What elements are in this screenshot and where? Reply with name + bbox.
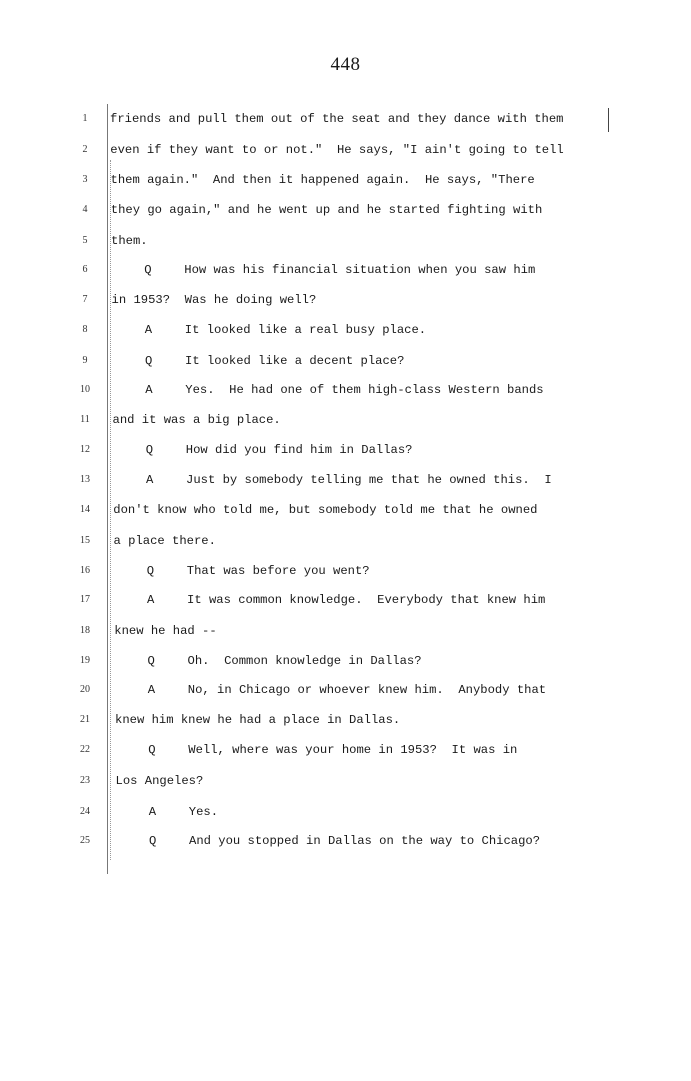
line-number: 16: [80, 565, 90, 576]
transcript-line: [0, 200, 691, 220]
line-text: That was before you went?: [186, 564, 370, 578]
line-text: don't know who told me, but somebody told me that he owned: [113, 503, 538, 517]
transcript-line: [0, 710, 691, 730]
speaker-label: A: [147, 683, 156, 697]
transcript-line: [0, 651, 691, 671]
speaker-label: A: [144, 323, 153, 337]
line-text: in 1953? Was he doing well?: [111, 293, 317, 307]
line-number: 20: [80, 684, 90, 695]
line-number: 24: [80, 806, 90, 817]
line-number: 17: [80, 594, 90, 605]
line-text: they go again," and he went up and he started fighting with: [110, 203, 543, 217]
line-text: How was his financial situation when you saw him: [184, 263, 536, 277]
transcript-line: [0, 290, 691, 310]
speaker-label: Q: [145, 354, 153, 368]
transcript-line: [0, 621, 691, 641]
line-text: It looked like a real busy place.: [184, 323, 427, 337]
line-number: 5: [82, 235, 88, 246]
line-number: 3: [82, 174, 88, 185]
line-number: 4: [82, 204, 88, 215]
line-text: Oh. Common knowledge in Dallas?: [187, 654, 422, 668]
transcript-line: [0, 231, 691, 251]
line-text: them.: [111, 234, 148, 248]
line-number: 22: [80, 744, 90, 755]
transcript-line: [0, 740, 691, 760]
line-text: and it was a big place.: [112, 413, 281, 427]
line-number: 2: [82, 144, 88, 155]
transcript-line: [0, 500, 691, 520]
line-text: Los Angeles?: [115, 774, 204, 788]
line-number: 14: [80, 504, 90, 515]
line-text: Just by somebody telling me that he owned this. I: [186, 473, 552, 487]
transcript-line: [0, 561, 691, 581]
transcript-line: [0, 320, 691, 340]
line-text: even if they want to or not." He says, "I ain't going to tell: [110, 143, 564, 157]
line-number: 8: [82, 324, 88, 335]
line-number: 10: [80, 384, 90, 395]
transcript-line: [0, 170, 691, 190]
speaker-label: Q: [147, 654, 155, 668]
line-number: 12: [80, 444, 90, 455]
transcript-line: [0, 771, 691, 791]
speaker-label: Q: [149, 834, 157, 848]
speaker-label: A: [146, 473, 154, 487]
line-text: Yes.: [188, 805, 219, 819]
line-text: knew he had --: [114, 624, 217, 638]
speaker-label: Q: [144, 263, 152, 277]
line-number: 11: [80, 414, 90, 425]
line-number: 13: [80, 474, 90, 485]
transcript-line: [0, 410, 691, 430]
line-number: 9: [82, 355, 88, 366]
line-text: It was common knowledge. Everybody that knew him: [187, 593, 546, 607]
transcript-line: [0, 140, 691, 160]
transcript-line: [0, 680, 691, 700]
line-text: And you stopped in Dallas on the way to Chicago?: [189, 834, 541, 848]
page-number: 448: [330, 54, 361, 75]
transcript-line: [0, 590, 691, 610]
line-number: 19: [80, 655, 90, 666]
line-number: 21: [80, 714, 90, 725]
transcript-line: [0, 470, 691, 490]
line-text: a place there.: [113, 534, 216, 548]
line-text: friends and pull them out of the seat and they dance with them: [110, 112, 564, 126]
transcript-line: [0, 380, 691, 400]
transcript-line: [0, 440, 691, 460]
speaker-label: Q: [146, 564, 155, 578]
speaker-label: Q: [148, 743, 156, 757]
transcript-line: [0, 351, 691, 371]
line-number: 15: [80, 535, 90, 546]
line-number: 23: [80, 775, 90, 786]
transcript-line: [0, 260, 691, 280]
transcript-line: [0, 802, 691, 822]
transcript-line: [0, 531, 691, 551]
speaker-label: A: [145, 383, 153, 397]
line-text: them again." And then it happened again. He says, "There: [110, 173, 535, 187]
speaker-label: Q: [145, 443, 154, 457]
transcript-line: [0, 831, 691, 851]
line-number: 25: [80, 835, 90, 846]
line-number: 18: [80, 625, 90, 636]
line-text: Yes. He had one of them high-class Western bands: [185, 383, 544, 397]
line-text: It looked like a decent place?: [185, 354, 405, 368]
line-text: knew him knew he had a place in Dallas.: [115, 713, 401, 727]
speaker-label: A: [148, 805, 157, 819]
line-number: 6: [82, 264, 88, 275]
line-number: 1: [82, 113, 88, 124]
line-text: No, in Chicago or whoever knew him. Anybody that: [187, 683, 547, 697]
line-text: Well, where was your home in 1953? It was in: [188, 743, 518, 757]
line-number: 7: [82, 294, 88, 305]
line-text: How did you find him in Dallas?: [185, 443, 413, 457]
transcript-line: [0, 109, 691, 129]
speaker-label: A: [147, 593, 155, 607]
